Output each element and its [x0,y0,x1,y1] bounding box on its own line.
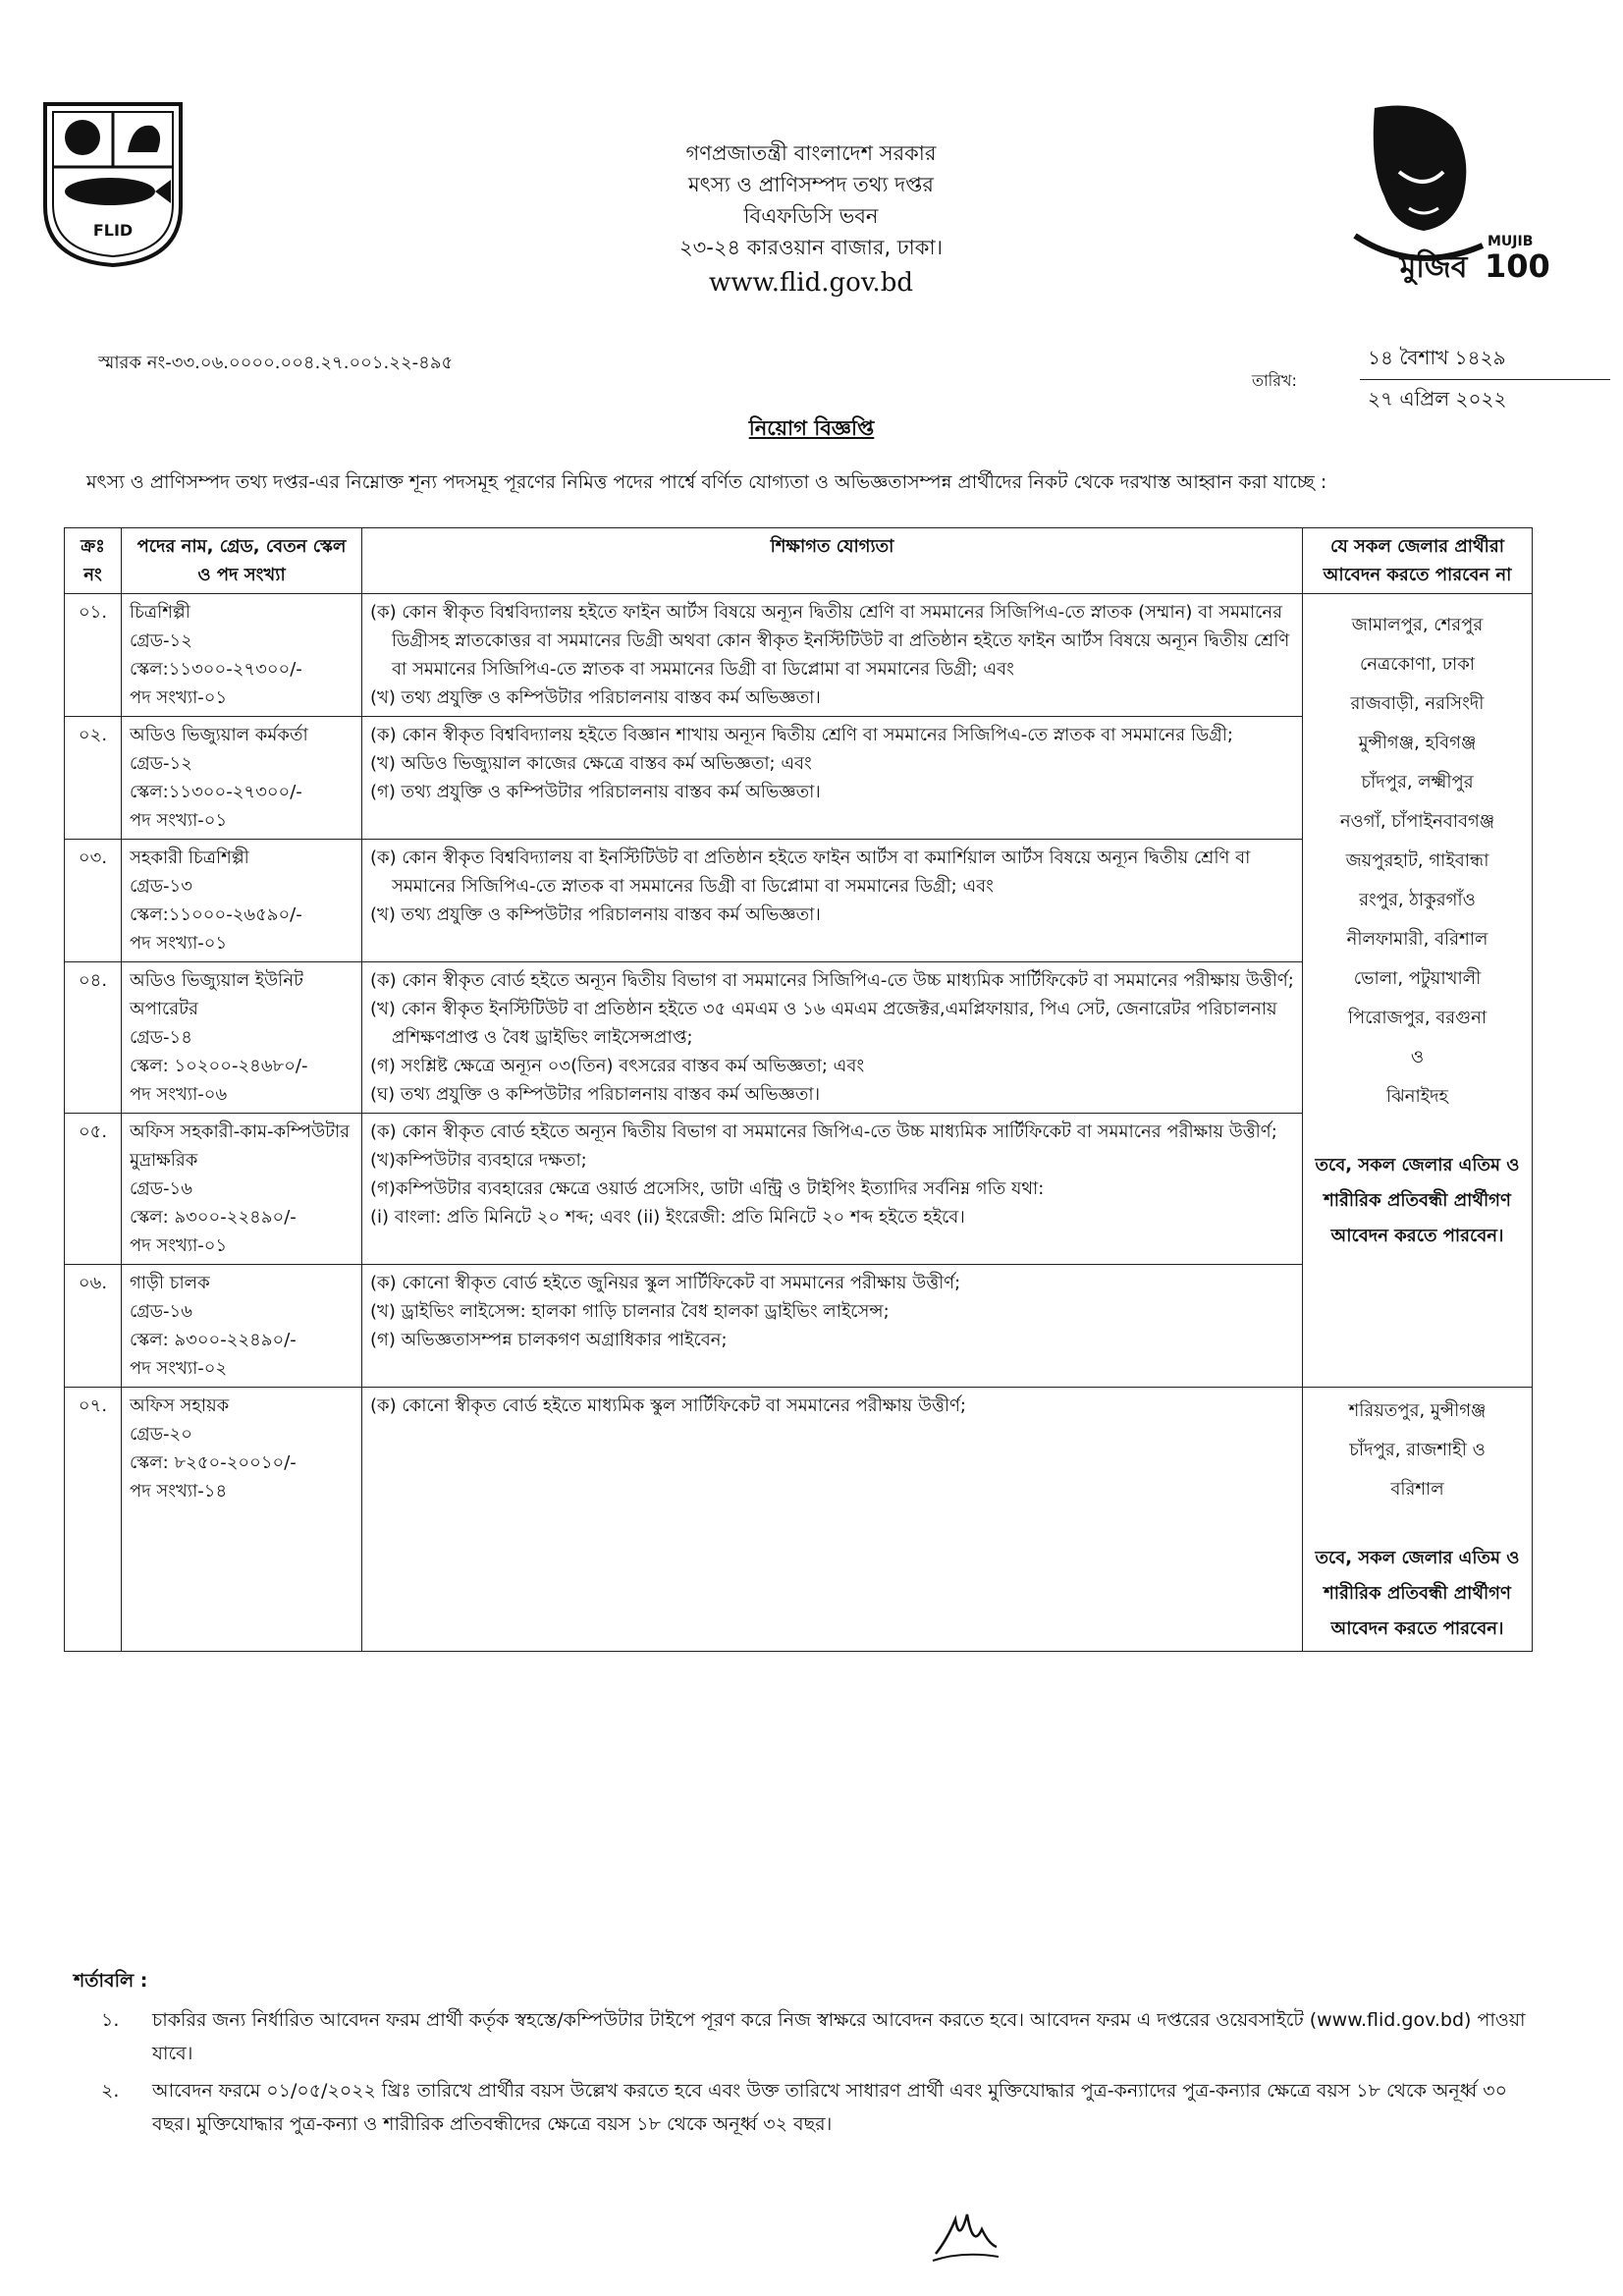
districts-cell [1303,1388,1533,1652]
date-label: তারিখ: [1252,371,1297,390]
district-line: মুন্সীগঞ্জ, হবিগঞ্জ [1358,733,1477,753]
office-header [467,137,1155,299]
row-serial: ০৩. [65,840,122,962]
header-serial: ক্রঃ নং [65,528,122,594]
post-detail: গ্রেড-১৪ [130,1027,192,1048]
condition-text: চাকরির জন্য নির্ধারিত আবেদন ফরম প্রার্থী কর্তৃক স্বহস্তে/কম্পিউটার টাইপে পূরণ করে নিজ স্বাক্ষরে আবেদন করতে হবে। আবেদন ফরম এ দপ্তরের ওয়েবসাইটে (www.flid.gov.bd) পাওয়া যাবে। [152,2009,1526,2064]
row-qualification [362,594,1303,717]
row-qualification [362,1265,1303,1388]
memo-number: স্মারক নং-৩৩.০৬.০০০০.০০৪.২৭.০০১.২২-৪৯৫ [98,353,454,373]
table-header-row [65,528,1533,594]
qualification-item: (গ) অভিজ্ঞতাসম্পন্ন চালকগণ অগ্রাধিকার পাইবেন; [370,1330,728,1350]
qualification-item: (ক) কোন স্বীকৃত বিশ্ববিদ্যালয় হইতে বিজ্ঞান শাখায় অন্যূন দ্বিতীয় শ্রেণি বা সমমানের সিজিপিএ-তে স্নাতক বা সমমানের ডিগ্রী; [370,725,1233,745]
district-line: ও [1410,1047,1425,1067]
post-detail: স্কেল: ১০২০০-২৪৬৮০/- [130,1056,308,1076]
post-detail: অফিস সহায়ক [130,1395,230,1416]
notice-title [0,412,1623,447]
district-line: জামালপুর, শেরপুর [1351,615,1484,635]
date-bangla: ১৪ বৈশাখ ১৪২৯ [1368,346,1506,369]
qualification-item: (গ)কম্পিউটার ব্যবহারের ক্ষেত্রে ওয়ার্ড প্রসেসিং, ডাটা এন্ট্রি ও টাইপিং ইত্যাদির সর্বনিম্ন গতি যথা: [370,1178,1045,1199]
qualification-item: (ক) কোন স্বীকৃত বিশ্ববিদ্যালয় বা ইনস্টিটিউট বা প্রতিষ্ঠান হইতে ফাইন আর্টস বা কমার্শিয়াল আর্টস বিষয়ে অন্যূন দ্বিতীয় শ্রেণি বা সমমানের সিজিপিএ-তে স্নাতক বা সমমানের ডিগ্রী বা ডিপ্লোমা বা সমমানের ডিগ্রী; এবং [370,847,1251,897]
district-line: জয়পুরহাট, গাইবান্ধা [1345,850,1489,871]
header-building: বিএফডিসি ভবন [743,204,879,228]
condition-item [74,2003,1546,2070]
row-post [122,717,362,840]
qualification-item: (ক) কোন স্বীকৃত বিশ্ববিদ্যালয় হইতে ফাইন আর্টস বিষয়ে অন্যূন দ্বিতীয় শ্রেণি বা সমমানের সিজিপিএ-তে স্নাতক (সম্মান) বা সমমানের ডিগ্রীসহ স্নাতকোত্তর বা সমমানের ডিগ্রী অথবা কোন স্বীকৃত ইনস্টিটিউট বা প্রতিষ্ঠান হইতে ফাইন আর্টস বিষয়ে অন্যূন দ্বিতীয় শ্রেণি বা সমমানের সিজিপিএ-তে স্নাতক বা সমমানের ডিগ্রী বা ডিপ্লোমা বা সমমানের ডিগ্রী; এবং [370,602,1290,680]
row-post [122,840,362,962]
row-post [122,962,362,1114]
qualification-item: (খ) কোন স্বীকৃত ইনস্টিটিউট বা প্রতিষ্ঠান হইতে ৩৫ এমএম ও ১৬ এমএম প্রজেক্টর,এমপ্লিফায়ার, পিএ সেট, জেনারেটর পরিচালনায় প্রশিক্ষণপ্রাপ্ত ও বৈধ ড্রাইভিং লাইসেন্সপ্রাপ্ত; [370,999,1277,1048]
row-qualification [362,962,1303,1114]
table-row [65,594,1533,717]
intro-text: মৎস্য ও প্রাণিসম্পদ তথ্য দপ্তর-এর নিম্নোক্ত শূন্য পদসমূহ পূরণের নিমিত্ত পদের পার্শ্বে বর্ণিত যোগ্যতা ও অভিজ্ঞতাসম্পন্ন প্রার্থীদের নিকট থেকে দরখাস্ত আহ্বান করা যাচ্ছে : [86,471,1327,493]
condition-text: আবেদন ফরমে ০১/০৫/২০২২ খ্রিঃ তারিখে প্রার্থীর বয়স উল্লেখ করতে হবে এবং উক্ত তারিখে সাধারণ প্রার্থী এবং মুক্তিযোদ্ধার পুত্র-কন্যাদের পুত্র-কন্যার ক্ষেত্রে বয়স ১৮ থেকে অনূর্ধ্ব ৩০ বছর। মুক্তিযোদ্ধার পুত্র-কন্যা ও শারীরিক প্রতিবন্ধীদের ক্ষেত্রে বয়স ১৮ থেকে অনূর্ধ্ব ৩২ বছর। [152,2080,1507,2135]
post-detail: পদ সংখ্যা-০১ [130,1235,228,1256]
flid-logo [39,98,187,270]
condition-number: ২. [101,2080,120,2102]
post-detail: গাড়ী চালক [130,1273,210,1293]
district-line: ঝিনাইদহ [1385,1086,1448,1107]
post-detail: চিত্রশিল্পী [130,602,190,623]
post-detail: পদ সংখ্যা-০১ [130,810,228,831]
row-post [122,1114,362,1265]
post-detail: গ্রেড-১৬ [130,1301,192,1322]
post-detail: স্কেল:১১৩০০-২৭৩০০/- [130,782,302,802]
districts-cell [1303,594,1533,1388]
post-detail: পদ সংখ্যা-০৬ [130,1084,228,1105]
post-detail: অডিও ভিজ্যুয়াল ইউনিট অপারেটর [130,970,303,1019]
qualification-item: (ক) কোনো স্বীকৃত বোর্ড হইতে জুনিয়র স্কুল সার্টিফিকেট বা সমমানের পরীক্ষায় উত্তীর্ণ; [370,1273,961,1293]
post-detail: স্কেল: ৮২৫০-২০০১০/- [130,1452,297,1473]
district-line: চাঁদপুর, রাজশাহী ও [1349,1440,1486,1460]
row-post [122,594,362,717]
row-post [122,1265,362,1388]
table-row [65,1388,1533,1652]
district-line: নেত্রকোণা, ঢাকা [1359,654,1476,675]
qualification-item: (খ) তথ্য প্রযুক্তি ও কম্পিউটার পরিচালনায় বাস্তব কর্ম অভিজ্ঞতা। [370,904,821,925]
post-detail: গ্রেড-১৩ [130,876,192,897]
post-detail: স্কেল: ৯৩০০-২২৪৯০/- [130,1207,297,1228]
qualification-item: (i) বাংলা: প্রতি মিনিটে ২০ শব্দ; এবং (ii) ইংরেজী: প্রতি মিনিটে ২০ শব্দ হইতে হইবে। [370,1207,965,1228]
notice-title-text: নিয়োগ বিজ্ঞপ্তি [748,416,875,440]
qualification-item: (ক) কোন স্বীকৃত বোর্ড হইতে অন্যূন দ্বিতীয় বিভাগ বা সমমানের জিপিএ-তে উচ্চ মাধ্যমিক সার্টিফিকেট বা সমমানের পরীক্ষায় উত্তীর্ণ; [370,1121,1277,1142]
row-serial: ০৬. [65,1265,122,1388]
row-qualification [362,1114,1303,1265]
district-line: ভোলা, পটুয়াখালী [1353,968,1482,989]
district-exception-note: তবে, সকল জেলার এতিম ও শারীরিক প্রতিবন্ধী প্রার্থীগণ আবেদন করতে পারবেন। [1315,1155,1520,1246]
post-detail: স্কেল: ৯৩০০-২২৪৯০/- [130,1330,297,1350]
header-post: পদের নাম, গ্রেড, বেতন স্কেল ও পদ সংখ্যা [122,528,362,594]
qualification-item: (খ) তথ্য প্রযুক্তি ও কম্পিউটার পরিচালনায় বাস্তব কর্ম অভিজ্ঞতা। [370,687,821,708]
row-qualification [362,840,1303,962]
post-detail: পদ সংখ্যা-০১ [130,933,228,954]
row-serial: ০৭. [65,1388,122,1652]
row-serial: ০১. [65,594,122,717]
post-detail: পদ সংখ্যা-০২ [130,1358,228,1379]
header-department: মৎস্য ও প্রাণিসম্পদ তথ্য দপ্তর [687,173,934,196]
district-line: চাঁদপুর, লক্ষ্মীপুর [1361,772,1474,793]
header-districts: যে সকল জেলার প্রার্থীরা আবেদন করতে পারবেন না [1303,528,1533,594]
qualification-item: (খ) অডিও ভিজ্যুয়াল কাজের ক্ষেত্রে বাস্তব কর্ম অভিজ্ঞতা; এবং [370,753,812,774]
conditions-section [74,1964,1546,2145]
post-detail: পদ সংখ্যা-১৪ [130,1481,228,1502]
post-detail: গ্রেড-১৬ [130,1178,192,1199]
post-detail: অফিস সহকারী-কাম-কম্পিউটার মুদ্রাক্ষরিক [130,1121,351,1171]
header-govt: গণপ্রজাতন্ত্রী বাংলাদেশ সরকার [685,141,937,165]
district-exception-note: তবে, সকল জেলার এতিম ও শারীরিক প্রতিবন্ধী প্রার্থীগণ আবেদন করতে পারবেন। [1315,1548,1520,1639]
post-detail: স্কেল:১১৩০০-২৭৩০০/- [130,659,302,680]
header-address: ২৩-২৪ কারওয়ান বাজার, ঢাকা। [678,236,944,259]
district-line: শরিয়তপুর, মুন্সীগঞ্জ [1348,1400,1487,1421]
district-line: রংপুর, ঠাকুরগাঁও [1359,890,1476,910]
district-line: পিরোজপুর, বরগুনা [1347,1008,1488,1028]
qualification-item: (গ) তথ্য প্রযুক্তি ও কম্পিউটার পরিচালনায় বাস্তব কর্ম অভিজ্ঞতা। [370,782,821,802]
post-detail: অডিও ভিজ্যুয়াল কর্মকর্তা [130,725,308,745]
post-detail: গ্রেড-২০ [130,1424,192,1445]
svg-text:100: 100 [1485,247,1550,285]
conditions-heading: শর্তাবলি : [74,1970,148,1992]
row-serial: ০২. [65,717,122,840]
row-post [122,1388,362,1652]
svg-text:মুজিব: মুজিব [1399,250,1468,285]
header-qualification: শিক্ষাগত যোগ্যতা [362,528,1303,594]
posts-table [64,527,1533,1652]
qualification-item: (ক) কোনো স্বীকৃত বোর্ড হইতে মাধ্যমিক স্কুল সার্টিফিকেট বা সমমানের পরীক্ষায় উত্তীর্ণ; [370,1395,966,1416]
row-serial: ০৫. [65,1114,122,1265]
qualification-item: (খ) ড্রাইভিং লাইসেন্স: হালকা গাড়ি চালনার বৈধ হালকা ড্রাইভিং লাইসেন্স; [370,1301,890,1322]
svg-text:FLID: FLID [92,221,134,240]
post-detail: গ্রেড-১২ [130,630,192,651]
condition-item [74,2074,1546,2141]
qualification-item: (ক) কোন স্বীকৃত বোর্ড হইতে অন্যূন দ্বিতীয় বিভাগ বা সমমানের সিজিপিএ-তে উচ্চ মাধ্যমিক সার্টিফিকেট বা সমমানের পরীক্ষায় উত্তীর্ণ; [370,970,1294,991]
qualification-item: (খ)কম্পিউটার ব্যবহারে দক্ষতা; [370,1150,587,1171]
row-serial: ০৪. [65,962,122,1114]
post-detail: সহকারী চিত্রশিল্পী [130,847,249,868]
qualification-item: (ঘ) তথ্য প্রযুক্তি ও কম্পিউটার পরিচালনায় বাস্তব কর্ম অভিজ্ঞতা। [370,1084,821,1105]
signature [928,2200,1001,2269]
svg-text:MUJIB: MUJIB [1488,234,1534,249]
row-qualification [362,717,1303,840]
post-detail: পদ সংখ্যা-০১ [130,687,228,708]
district-line: নওগাঁ, চাঁপাইনবাবগঞ্জ [1339,811,1495,832]
qualification-item: (গ) সংশ্লিষ্ট ক্ষেত্রে অন্যূন ০৩(তিন) বৎসরের বাস্তব কর্ম অভিজ্ঞতা; এবং [370,1056,865,1076]
district-line: নীলফামারী, বরিশাল [1346,929,1488,950]
district-line: বরিশাল [1390,1479,1444,1500]
mujib-100-logo [1316,98,1551,285]
date-divider [1360,379,1610,380]
condition-number: ১. [101,2009,120,2031]
header-website[interactable]: www.flid.gov.bd [709,268,913,298]
date-english: ২৭ এপ্রিল ২০২২ [1368,387,1507,410]
district-line: রাজবাড়ী, নরসিংদী [1350,693,1485,714]
row-qualification [362,1388,1303,1652]
post-detail: স্কেল:১১০০০-২৬৫৯০/- [130,904,302,925]
post-detail: গ্রেড-১২ [130,753,192,774]
